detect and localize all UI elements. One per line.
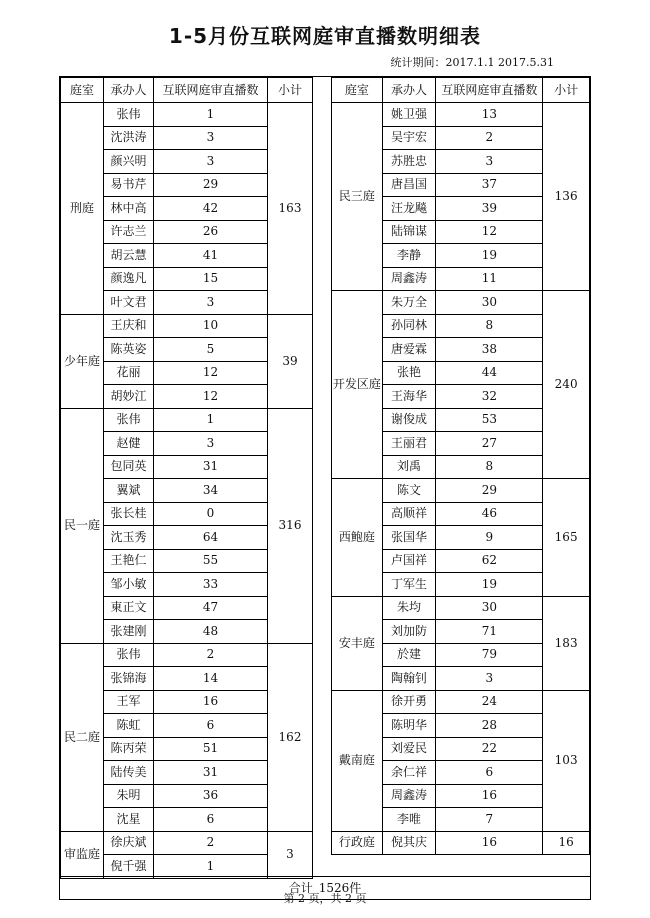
judge-name: 徐庆斌 [104, 831, 154, 855]
court-subtotal: 136 [543, 103, 590, 291]
judge-name: 李静 [382, 244, 436, 268]
table-footer [60, 876, 590, 905]
broadcast-count: 48 [154, 620, 268, 644]
broadcast-count: 3 [154, 432, 268, 456]
judge-name: 陆锦谋 [382, 220, 436, 244]
court-name: 民三庭 [332, 103, 383, 291]
broadcast-count: 39 [436, 197, 543, 221]
broadcast-count: 8 [436, 455, 543, 479]
judge-name: 花丽 [104, 361, 154, 385]
court-subtotal: 183 [543, 596, 590, 690]
judge-name: 邹小敏 [104, 573, 154, 597]
judge-name: 倪千强 [104, 855, 154, 879]
judge-name: 於建 [382, 643, 436, 667]
broadcast-count: 16 [436, 784, 543, 808]
judge-name: 吴宇宏 [382, 126, 436, 150]
judge-name: 胡妙江 [104, 385, 154, 409]
header-subtotal: 小计 [268, 78, 313, 103]
broadcast-count: 37 [436, 173, 543, 197]
judge-name: 周鑫涛 [382, 784, 436, 808]
broadcast-count: 2 [154, 831, 268, 855]
judge-name: 朱万全 [382, 291, 436, 315]
court-name: 刑庭 [61, 103, 104, 315]
court-name: 民二庭 [61, 643, 104, 831]
broadcast-count: 14 [154, 667, 268, 691]
table-row [332, 103, 590, 127]
judge-name: 张伟 [104, 643, 154, 667]
broadcast-count: 24 [436, 690, 543, 714]
broadcast-count: 3 [436, 150, 543, 174]
judge-name: 颜逸凡 [104, 267, 154, 291]
table-row [332, 690, 590, 714]
broadcast-count: 12 [154, 385, 268, 409]
judge-name: 姚卫强 [382, 103, 436, 127]
broadcast-count: 29 [154, 173, 268, 197]
left-half-table [60, 77, 313, 879]
judge-name: 王丽君 [382, 432, 436, 456]
judge-name: 许志兰 [104, 220, 154, 244]
broadcast-count: 30 [436, 596, 543, 620]
judge-name: 陈虹 [104, 714, 154, 738]
broadcast-count: 0 [154, 502, 268, 526]
broadcast-count: 15 [154, 267, 268, 291]
grand-total-label: 合计 [288, 881, 313, 895]
judge-name: 陈明华 [382, 714, 436, 738]
court-subtotal: 16 [543, 831, 590, 855]
judge-name: 叶文君 [104, 291, 154, 315]
table-row [332, 479, 590, 503]
broadcast-count: 36 [154, 784, 268, 808]
broadcast-count: 1 [154, 103, 268, 127]
judge-name: 张国华 [382, 526, 436, 550]
court-name: 戴南庭 [332, 690, 383, 831]
broadcast-count: 8 [436, 314, 543, 338]
broadcast-count: 29 [436, 479, 543, 503]
court-name: 少年庭 [61, 314, 104, 408]
judge-name: 朱明 [104, 784, 154, 808]
header-court: 庭室 [61, 78, 104, 103]
right-half-table [331, 77, 590, 855]
judge-name: 苏胜忠 [382, 150, 436, 174]
judge-name: 王艳仁 [104, 549, 154, 573]
broadcast-count: 3 [154, 291, 268, 315]
judge-name: 李唯 [382, 808, 436, 832]
judge-name: 高顺祥 [382, 502, 436, 526]
court-name: 民一庭 [61, 408, 104, 643]
broadcast-count: 30 [436, 291, 543, 315]
court-name: 西鲍庭 [332, 479, 383, 597]
judge-name: 易书芹 [104, 173, 154, 197]
broadcast-count: 6 [154, 808, 268, 832]
broadcast-count: 28 [436, 714, 543, 738]
judge-name: 東正文 [104, 596, 154, 620]
judge-name: 包同英 [104, 455, 154, 479]
broadcast-count: 62 [436, 549, 543, 573]
broadcast-count: 3 [436, 667, 543, 691]
broadcast-count: 6 [436, 761, 543, 785]
broadcast-count: 19 [436, 244, 543, 268]
table-row [61, 103, 313, 127]
broadcast-count: 38 [436, 338, 543, 362]
judge-name: 丁军生 [382, 573, 436, 597]
broadcast-count: 19 [436, 573, 543, 597]
judge-name: 倪其庆 [382, 831, 436, 855]
broadcast-count: 10 [154, 314, 268, 338]
header-judge: 承办人 [382, 78, 436, 103]
broadcast-count: 26 [154, 220, 268, 244]
judge-name: 张锦海 [104, 667, 154, 691]
broadcast-count: 55 [154, 549, 268, 573]
court-subtotal: 316 [268, 408, 313, 643]
court-name: 审监庭 [61, 831, 104, 878]
judge-name: 张伟 [104, 103, 154, 127]
header-count: 互联网庭审直播数 [436, 78, 543, 103]
broadcast-count: 5 [154, 338, 268, 362]
court-name: 安丰庭 [332, 596, 383, 690]
page-number: 第 2 页，共 2 页 [283, 892, 367, 905]
table-row [61, 643, 313, 667]
judge-name: 周鑫涛 [382, 267, 436, 291]
broadcast-count: 31 [154, 761, 268, 785]
statistics-period: 统计期间：2017.1.1 2017.5.31 [390, 56, 554, 69]
judge-name: 颜兴明 [104, 150, 154, 174]
judge-name: 王海华 [382, 385, 436, 409]
header-judge: 承办人 [104, 78, 154, 103]
broadcast-count: 64 [154, 526, 268, 550]
broadcast-count: 32 [436, 385, 543, 409]
broadcast-count: 34 [154, 479, 268, 503]
judge-name: 沈玉秀 [104, 526, 154, 550]
court-subtotal: 103 [543, 690, 590, 831]
broadcast-count: 53 [436, 408, 543, 432]
judge-name: 陆传美 [104, 761, 154, 785]
broadcast-count: 11 [436, 267, 543, 291]
court-subtotal: 39 [268, 314, 313, 408]
broadcast-count: 44 [436, 361, 543, 385]
header-subtotal: 小计 [543, 78, 590, 103]
broadcast-count: 2 [154, 643, 268, 667]
court-subtotal: 3 [268, 831, 313, 878]
judge-name: 张伟 [104, 408, 154, 432]
table-row [61, 314, 313, 338]
court-subtotal: 165 [543, 479, 590, 597]
judge-name: 王军 [104, 690, 154, 714]
header-court: 庭室 [332, 78, 383, 103]
broadcast-count: 47 [154, 596, 268, 620]
detail-table [59, 76, 591, 905]
broadcast-count: 31 [154, 455, 268, 479]
broadcast-count: 79 [436, 643, 543, 667]
broadcast-count: 27 [436, 432, 543, 456]
court-subtotal: 240 [543, 291, 590, 479]
judge-name: 张建刚 [104, 620, 154, 644]
judge-name: 沈星 [104, 808, 154, 832]
judge-name: 陈丙荣 [104, 737, 154, 761]
judge-name: 朱均 [382, 596, 436, 620]
broadcast-count: 22 [436, 737, 543, 761]
judge-name: 陈英姿 [104, 338, 154, 362]
judge-name: 翼斌 [104, 479, 154, 503]
judge-name: 陈文 [382, 479, 436, 503]
judge-name: 余仁祥 [382, 761, 436, 785]
grand-total-value: 1526件 [318, 881, 362, 895]
broadcast-count: 3 [154, 150, 268, 174]
broadcast-count: 9 [436, 526, 543, 550]
broadcast-count: 41 [154, 244, 268, 268]
header-row [332, 78, 590, 103]
broadcast-count: 7 [436, 808, 543, 832]
broadcast-count: 1 [154, 855, 268, 879]
judge-name: 王庆和 [104, 314, 154, 338]
judge-name: 唐昌国 [382, 173, 436, 197]
court-name: 行政庭 [332, 831, 383, 855]
court-subtotal: 163 [268, 103, 313, 315]
broadcast-count: 3 [154, 126, 268, 150]
broadcast-count: 51 [154, 737, 268, 761]
table-row [332, 831, 590, 855]
broadcast-count: 33 [154, 573, 268, 597]
broadcast-count: 2 [436, 126, 543, 150]
header-count: 互联网庭审直播数 [154, 78, 268, 103]
judge-name: 谢俊成 [382, 408, 436, 432]
judge-name: 沈洪涛 [104, 126, 154, 150]
header-row [61, 78, 313, 103]
judge-name: 刘爱民 [382, 737, 436, 761]
judge-name: 唐爱霖 [382, 338, 436, 362]
judge-name: 赵健 [104, 432, 154, 456]
judge-name: 林中高 [104, 197, 154, 221]
table-row [61, 831, 313, 855]
court-name: 开发区庭 [332, 291, 383, 479]
broadcast-count: 16 [436, 831, 543, 855]
table-row [61, 408, 313, 432]
judge-name: 张长桂 [104, 502, 154, 526]
broadcast-count: 13 [436, 103, 543, 127]
table-row [332, 596, 590, 620]
broadcast-count: 46 [436, 502, 543, 526]
broadcast-count: 12 [436, 220, 543, 244]
broadcast-count: 16 [154, 690, 268, 714]
page-title: 1-5月份互联网庭审直播数明细表 [168, 24, 482, 48]
judge-name: 徐开勇 [382, 690, 436, 714]
broadcast-count: 71 [436, 620, 543, 644]
broadcast-count: 42 [154, 197, 268, 221]
judge-name: 刘禹 [382, 455, 436, 479]
judge-name: 卢国祥 [382, 549, 436, 573]
judge-name: 刘加防 [382, 620, 436, 644]
broadcast-count: 6 [154, 714, 268, 738]
judge-name: 汪龙飚 [382, 197, 436, 221]
judge-name: 孙同林 [382, 314, 436, 338]
judge-name: 张艳 [382, 361, 436, 385]
broadcast-count: 1 [154, 408, 268, 432]
broadcast-count: 12 [154, 361, 268, 385]
judge-name: 陶翰钊 [382, 667, 436, 691]
table-row [332, 291, 590, 315]
court-subtotal: 162 [268, 643, 313, 831]
judge-name: 胡云慧 [104, 244, 154, 268]
